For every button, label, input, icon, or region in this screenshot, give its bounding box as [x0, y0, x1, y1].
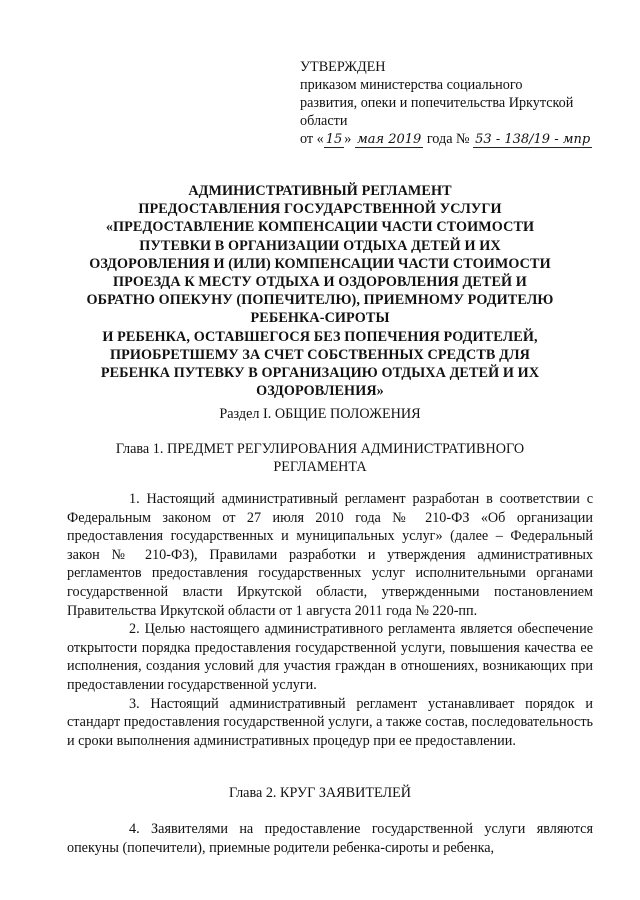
chapter-1-body	[67, 490, 593, 750]
handwritten-month-year: мая 2019	[356, 132, 422, 147]
paragraph-2: 2. Целью настоящего административного регламента является обеспечение открытости порядка предоставления государственной услуги, повышения качества ее исполнения, создания условий для участия граждан в отношениях, возникающих при предоставлении государственной услуги.	[67, 621, 593, 693]
title-line: РЕБЕНКА-СИРОТЫ	[250, 310, 390, 327]
section-heading: Раздел I. ОБЩИЕ ПОЛОЖЕНИЯ	[219, 406, 421, 422]
chapter-1-line: РЕГЛАМЕНТА	[273, 459, 367, 475]
approval-stamp	[300, 58, 600, 149]
approval-line: приказом министерства социального	[300, 77, 523, 93]
title-line: ОЗДОРОВЛЕНИЯ И (ИЛИ) КОМПЕНСАЦИИ ЧАСТИ СТОИМОСТИ	[89, 255, 551, 272]
chapter-2-heading: Глава 2. КРУГ ЗАЯВИТЕЛЕЙ	[228, 785, 412, 801]
paragraph-4: 4. Заявителями на предоставление государственной услуги являются опекуны (попечители), приемные родители ребенка-сироты и ребенка,	[67, 821, 593, 856]
title-line: АДМИНИСТРАТИВНЫЙ РЕГЛАМЕНТ	[188, 183, 452, 199]
title-line: ПУТЕВКИ В ОРГАНИЗАЦИИ ОТДЫХА ДЕТЕЙ И ИХ	[139, 237, 501, 254]
chapter-2-body	[67, 820, 593, 857]
title-line: ОЗДОРОВЛЕНИЯ»	[256, 383, 384, 400]
approval-date-line	[300, 130, 600, 149]
approval-title: УТВЕРЖДЕН	[300, 59, 386, 75]
approval-line: развития, опеки и попечительства Иркутской	[300, 95, 574, 111]
chapter-1-heading	[60, 440, 580, 476]
paragraph-1: 1. Настоящий административный регламент разработан в соответствии с Федеральным законом от 27 июля 2010 года № 210-ФЗ «Об организации предоставления государственных и муниципальных услуг» (далее – Федеральный закон № 210-ФЗ), Правилами разработки и утверждения административных регламентов предоставления государственных услуг исполнительными органами государственной власти Иркутской области, утвержденными постановлением Правительства Иркутской области от 1 августа 2011 года № 220-пп.	[67, 491, 593, 619]
document-title	[60, 182, 580, 400]
approval-line: области	[300, 113, 348, 129]
title-line: ПРЕДОСТАВЛЕНИЯ ГОСУДАРСТВЕННОЙ УСЛУГИ	[138, 201, 502, 218]
title-line: РЕБЕНКА ПУТЕВКУ В ОРГАНИЗАЦИЮ ОТДЫХА ДЕТЕЙ И ИХ	[100, 365, 540, 382]
title-line: ОБРАТНО ОПЕКУНУ (ПОПЕЧИТЕЛЮ), ПРИЕМНОМУ РОДИТЕЛЮ	[86, 292, 554, 309]
handwritten-order-number: 53 - 138/19 - мпр	[475, 132, 591, 147]
handwritten-day: 15	[325, 132, 343, 147]
title-line: ПРИОБРЕТШЕМУ ЗА СЧЕТ СОБСТВЕННЫХ СРЕДСТВ ДЛЯ	[109, 346, 531, 363]
date-suffix: года №	[423, 131, 470, 147]
date-prefix: от «	[300, 131, 324, 147]
chapter-1-line: Глава 1. ПРЕДМЕТ РЕГУЛИРОВАНИЯ АДМИНИСТРАТИВНОГО	[115, 441, 525, 457]
title-line: И РЕБЕНКА, ОСТАВШЕГОСЯ БЕЗ ПОПЕЧЕНИЯ РОДИТЕЛЕЙ,	[102, 328, 538, 345]
date-mid: »	[344, 131, 352, 147]
paragraph-3: 3. Настоящий административный регламент устанавливает порядок и стандарт предоставления государственной услуги, а также состав, последовательность и сроки выполнения административных процедур при ее предоставлении.	[67, 695, 593, 749]
title-line: ПРОЕЗДА К МЕСТУ ОТДЫХА И ОЗДОРОВЛЕНИЯ ДЕТЕЙ И	[113, 274, 527, 291]
title-line: «ПРЕДОСТАВЛЕНИЕ КОМПЕНСАЦИИ ЧАСТИ СТОИМОСТИ	[105, 219, 535, 236]
